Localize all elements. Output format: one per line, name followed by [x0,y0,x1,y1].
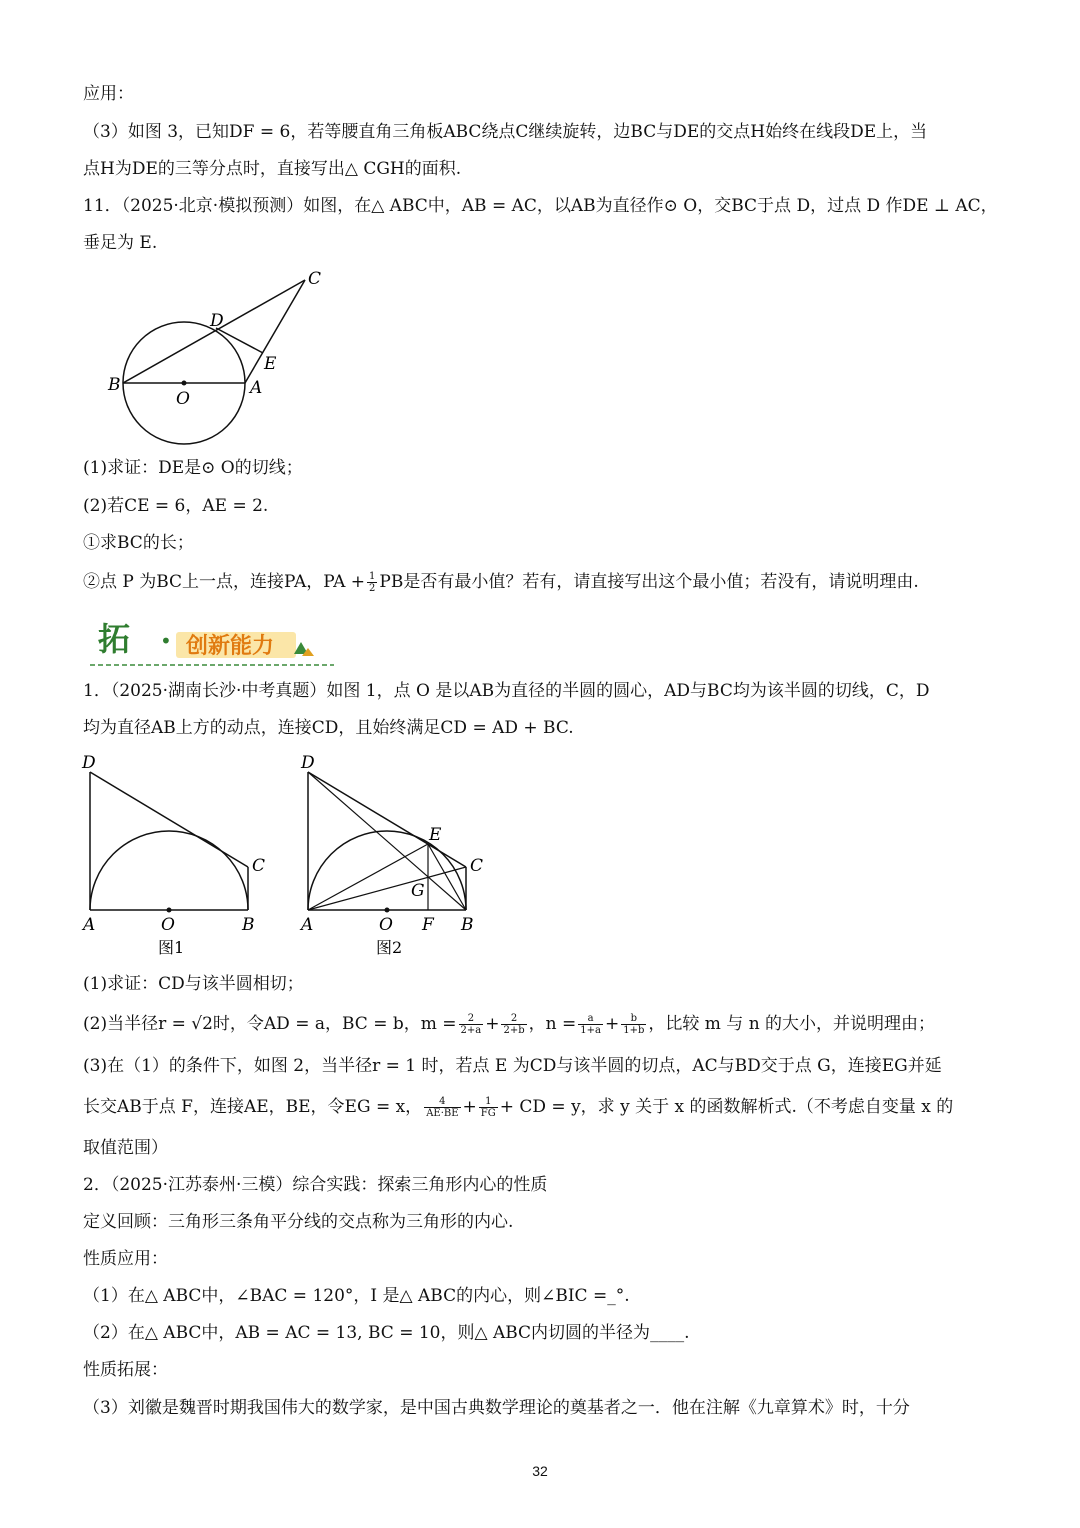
fig2-bd [308,772,466,910]
p2-ext-label: 性质拓展： [83,1360,168,1380]
section-banner [88,612,338,668]
p2-q3: （3）刘徽是魏晋时期我国伟大的数学家，是中国古典数学理论的奠基者之一．他在注解《九章算术》时，十分 [83,1398,910,1418]
p1-heading-line2: 均为直径AB上方的动点，连接CD，且始终满足CD = AD + BC. [83,718,574,738]
label-o: O [176,389,190,409]
fig2-ac [308,867,466,910]
p2-app-label: 性质应用： [83,1249,168,1269]
fig2-label-o: O [379,915,393,935]
plus-sign: + [485,1014,500,1034]
p1-sub3-line2-post: + CD = y，求 y 关于 x 的函数解析式.（不考虑自变量 x 的 [499,1097,954,1117]
q11-heading-line1: 11．（2025·北京·模拟预测）如图，在△ ABC中，AB = AC，以AB为直径作⊙ O，交BC于点 D，过点 D 作DE ⊥ AC， [83,196,998,216]
p2-q2 [83,1321,689,1345]
fraction-half: $\frac{1}{2}$ [369,571,376,594]
fig2-label-e: E [429,825,442,845]
fraction-1-over-fg: $\frac{1}{FG}$ [480,1096,496,1119]
p1-sub2-mid: ，n = [528,1014,577,1034]
plus-sign: + [462,1097,477,1117]
fig1-label-a: A [83,915,96,935]
p2-definition: 定义回顾：三角形三条角平分线的交点称为三角形的内心. [83,1212,514,1232]
banner-title: 创新能力 [186,634,275,659]
p1-sub2 [83,1012,935,1036]
fig2-be [428,844,466,910]
fig2-label-c: C [470,856,484,876]
answer-blank: ____ [650,1323,685,1343]
fig2-label-b: B [461,915,474,935]
fig1-label-b: B [242,915,255,935]
q11-heading-line2: 垂足为 E. [83,233,158,253]
p1-heading-line1: 1．（2025·湖南长沙·中考真题）如图 1，点 O 是以AB为直径的半圆的圆心，AD与BC均为该半圆的切线，C，D [83,681,930,701]
q11-part2b-pre: ②点 P 为BC上一点，连接PA，PA + [83,572,366,592]
fig2-semicircle [308,831,466,910]
p1-sub3-line1: (3)在（1）的条件下，如图 2，当半径r = 1 时，若点 E 为CD与该半圆的切点，AC与BD交于点 G，连接EG并延 [83,1056,942,1076]
fraction-m2: $\frac{2}{2+b}$ [503,1013,525,1036]
fig1-caption: 图1 [158,938,185,957]
segment-de [216,328,263,353]
fig2-label-g: G [411,881,425,901]
p2-q1: （1）在△ ABC中，∠BAC = 120°，I 是△ ABC的内心，则∠BIC =_°. [83,1286,630,1306]
fraction-m1: $\frac{2}{2+a}$ [460,1013,482,1036]
q11-part2: (2)若CE = 6，AE = 2. [83,496,269,516]
p1-sub3-line3: 取值范围） [83,1138,168,1158]
fraction-n1: $\frac{a}{1+a}$ [580,1013,601,1036]
page-number: 32 [532,1463,548,1479]
fig2-caption: 图2 [376,938,403,957]
plus-sign: + [604,1014,620,1034]
p2-q2-pre: （2）在△ ABC中，AB = AC = 13, BC = 10，则△ ABC内切圆的半径为 [83,1323,651,1343]
fig1-semicircle [90,831,248,910]
p1-sub3-line2 [83,1095,953,1119]
p1-sub3-line2-pre: 长交AB于点 F，连接AE，BE，令EG = x， [83,1097,423,1117]
label-c: C [308,269,322,289]
q11-part1: (1)求证：DE是⊙ O的切线； [83,458,303,478]
p2-q2-post: . [684,1323,690,1343]
p1-figure2 [298,750,498,960]
fig2-label-f: F [422,915,434,935]
p1-sub2-post: ，比较 m 与 n 的大小，并说明理由； [648,1014,936,1034]
fig2-ae [308,844,428,910]
fig1-center-dot [167,908,172,913]
label-a: A [250,378,263,398]
p1-figure1 [80,750,280,960]
p1-sub1: (1)求证：CD与该半圆相切； [83,974,304,994]
fig2-center-dot [385,908,390,913]
q11-figure [100,262,340,452]
q11-part2b-post: PB是否有最小值？若有，请直接写出这个最小值；若没有，请说明理由. [379,572,919,592]
fig2-label-d: D [301,753,315,773]
p2-heading: 2．（2025·江苏泰州·三模）综合实践：探索三角形内心的性质 [83,1175,548,1195]
p1-sub2-pre: (2)当半径r = √2时，令AD = a，BC = b，m = [83,1014,457,1034]
q3-line2: 点H为DE的三等分点时，直接写出△ CGH的面积. [83,159,462,179]
q11-part2a: ①求BC的长； [83,533,194,553]
fig1-label-c: C [252,856,266,876]
banner-char: 拓 [98,620,131,658]
fig2-label-a: A [301,915,314,935]
label-d: D [210,311,224,331]
banner-dot: • [160,629,172,653]
fig1-label-o: O [161,915,175,935]
q11-part2b [83,570,919,594]
fig1-label-d: D [82,753,96,773]
label-b: B [108,375,121,395]
label-e: E [264,354,277,374]
fraction-4-over-ae-be: $\frac{4}{AE\cdot BE}$ [426,1096,459,1119]
q3-line1: （3）如图 3，已知DF = 6，若等腰直角三角板ABC绕点C继续旋转，边BC与DE的交点H始终在线段DE上，当 [83,122,928,142]
fraction-n2: $\frac{b}{1+b}$ [623,1013,645,1036]
center-dot [182,381,187,386]
app-label: 应用： [83,84,134,104]
